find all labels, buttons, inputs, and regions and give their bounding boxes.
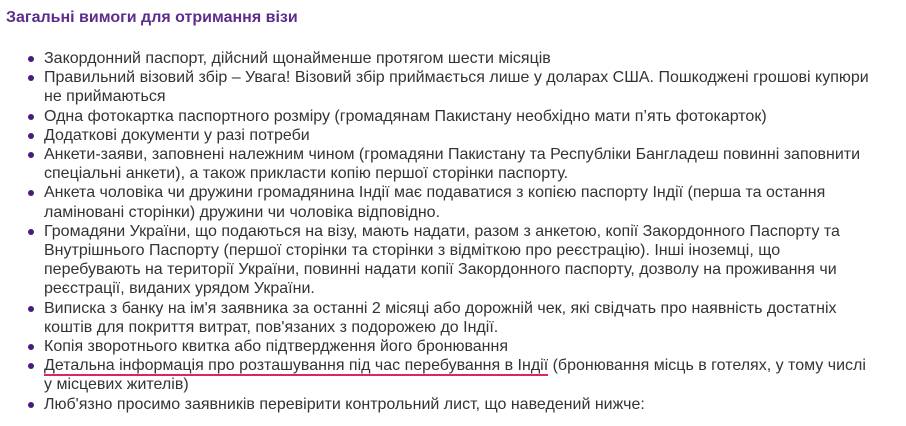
bullet-icon	[28, 152, 34, 158]
bullet-icon	[28, 75, 34, 81]
list-item-text: Одна фотокартка паспортного розміру (громадянам Пакистану необхідно мати п’ять фотокарток)	[44, 107, 767, 125]
bullet-icon	[28, 344, 34, 350]
bullet-icon	[28, 229, 34, 235]
list-item	[44, 222, 870, 299]
bullet-icon	[28, 306, 34, 312]
list-item-text: Закордонний паспорт, дійсний щонайменше протягом шести місяців	[44, 50, 551, 67]
bullet-icon	[28, 190, 34, 196]
list-item	[44, 145, 870, 183]
list-item	[44, 356, 870, 394]
bullet-icon	[28, 114, 34, 120]
list-item-text: Додаткові документи у разі потреби	[44, 126, 310, 144]
bullet-icon	[28, 363, 34, 369]
list-item-text: Анкети-заяви, заповнені належним чином (громадяни Пакистану та Республіки Бангладеш повинні заповнити спеціальні анкети), а також прикласти копію першої сторінки паспорту.	[44, 146, 861, 183]
bullet-icon	[28, 133, 34, 139]
requirements-list	[6, 49, 906, 414]
list-item	[44, 49, 870, 68]
list-item-text: (бронювання місць в готелях, у тому числі у місцевих жителів)	[44, 357, 866, 394]
bullet-icon	[28, 402, 34, 408]
list-item-text: Люб'язно просимо заявників перевірити контрольний лист, що наведений нижче:	[44, 395, 645, 413]
list-item-text: Виписка з банку на ім'я заявника за останні 2 місяці або дорожній чек, які свідчать про наявність достатніх коштів для покриття витрат, пов'язаних з подорожею до Індії.	[44, 299, 837, 336]
highlighted-text: Детальна інформація про розташування під час перебування в Індії	[44, 357, 549, 375]
list-item	[44, 183, 870, 221]
list-item	[44, 68, 870, 106]
list-item-text: Копія зворотнього квитка або підтвердження його бронювання	[44, 338, 509, 356]
list-item	[44, 337, 870, 356]
list-item-text: Правильний візовий збір – Увага! Візовий збір приймається лише у доларах США. Пошкоджені грошові купюри не приймаються	[44, 69, 869, 106]
list-item	[44, 299, 870, 337]
list-item-text: Анкета чоловіка чи дружини громадянина Індії має подаватися з копією паспорту Індії (перша та остання ламіновані сторінки) дружини чи чоловіка відповідно.	[44, 184, 826, 221]
list-item	[44, 395, 870, 414]
section-heading: Загальні вимоги для отримання візи	[6, 9, 298, 26]
bullet-icon	[28, 56, 34, 62]
list-item	[44, 107, 870, 126]
list-item-text: Громадяни України, що подаються на візу, мають надати, разом з анкетою, копії Закордонного Паспорту та Внутрішнього Паспорту (першої сторінки та сторінки з відміткою про реєстрацію). Інші іноземці, що перебувають на території України, повинні надати копії Закордонного паспорту, дозволу на проживання чи реєстрації, виданих урядом України.	[44, 222, 840, 298]
list-item	[44, 126, 870, 145]
